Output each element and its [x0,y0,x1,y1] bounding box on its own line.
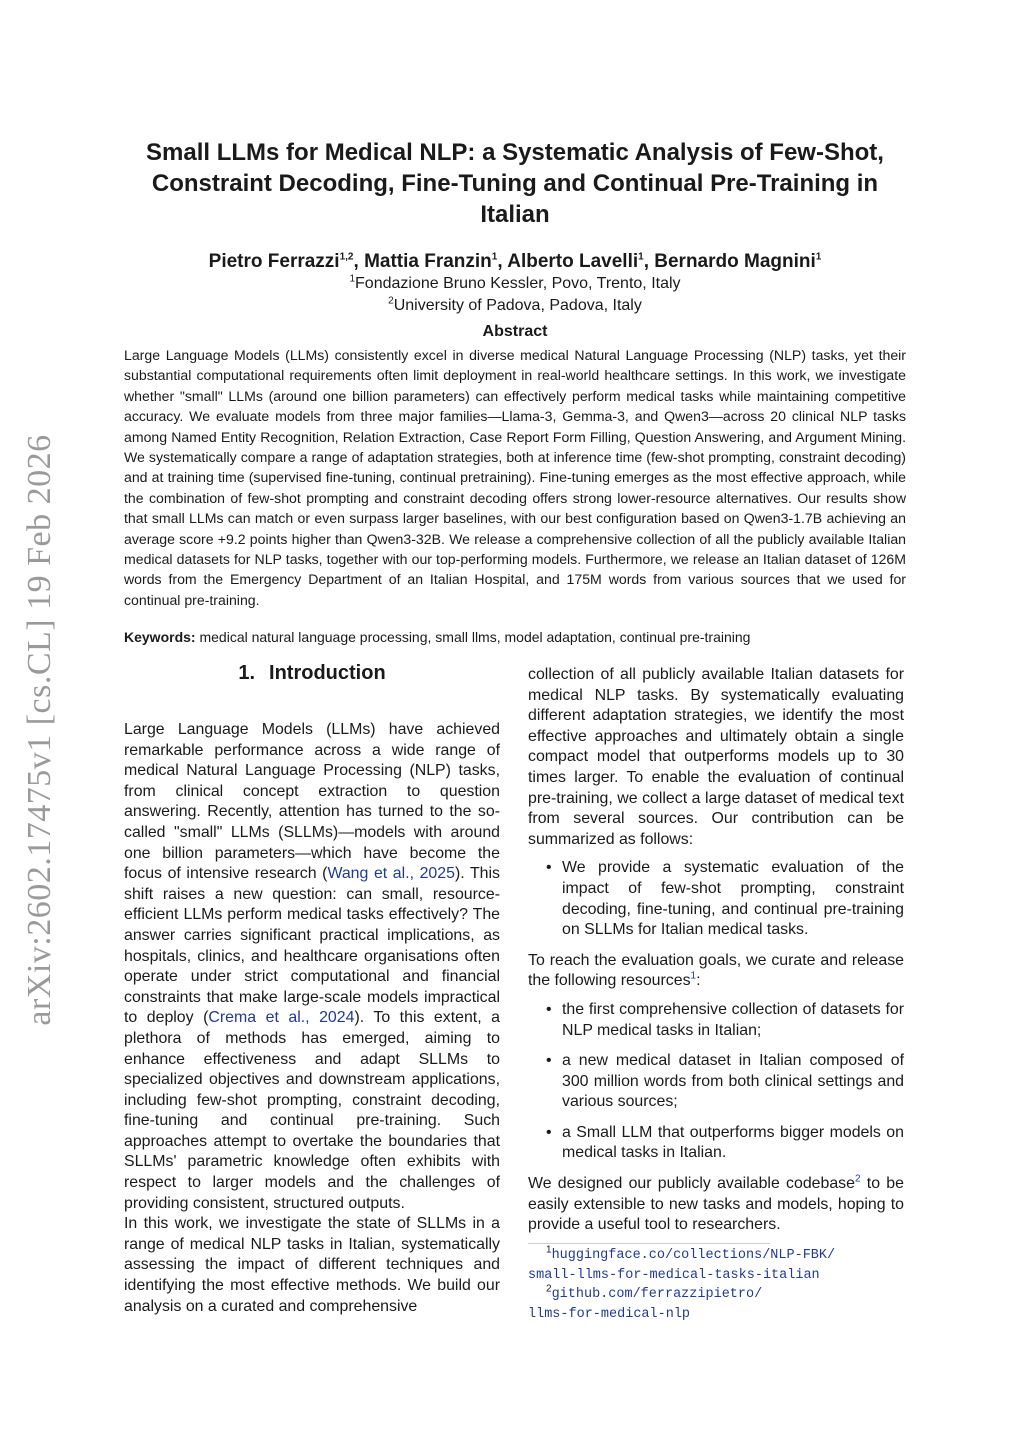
footnote-link-continued[interactable]: small-llms-for-medical-tasks-italian [528,1267,820,1283]
keywords-label: Keywords: [124,629,196,645]
contribution-list [528,858,904,940]
left-column [124,720,500,1317]
author: Pietro Ferrazzi$^{1,2}$, [208,251,365,272]
citation-link[interactable]: Wang et al., 2025 [327,865,455,883]
footnote-link-continued[interactable]: llms-for-medical-nlp [528,1306,691,1322]
section-title: Introduction [269,662,386,684]
affiliation: $^1$Fondazione Bruno Kessler, Povo, Trento, Italy [349,273,681,292]
author: Mattia Franzin$^1$, [364,251,508,272]
paper-title: Small LLMs for Medical NLP: a Systematic Analysis of Few-Shot, Constraint Decoding, Fine-Tuning and Continual Pre-Training in Italian [146,139,884,228]
abstract-heading: Abstract [482,323,548,340]
resources-list [528,1000,904,1164]
author-list [124,250,906,274]
intro-paragraph: In this work, we investigate the state of SLLMs in a range of medical NLP tasks in Italian, systematically assessing the impact of different techniques and identifying the most effective methods. We build our analysis on a curated and comprehensive [124,1215,500,1315]
keywords [124,628,906,646]
list-item: • the first comprehensive collection of datasets for NLP medical tasks in Italian; [562,1000,904,1041]
footnote-ref[interactable]: 1 [690,971,697,983]
arxiv-sidebar [10,400,70,1060]
footnotes [528,1246,908,1324]
section-heading [124,662,500,685]
list-item: • We provide a systematic evaluation of the impact of few-shot prompting, constraint decoding, fine-tuning, and continual pre-training on SLLMs for Italian medical tasks. [562,858,904,940]
list-item: • a new medical dataset in Italian composed of 300 million words from both clinical settings and various sources; [562,1051,904,1113]
keywords-text: medical natural language processing, small llms, model adaptation, continual pre-training [199,629,751,645]
footnote-link[interactable]: github.com/ferrazzipietro/ [551,1287,763,1302]
citation-link[interactable]: Crema et al., 2024 [208,1009,355,1027]
section-number: 1. [238,662,256,684]
intro-paragraph: Large Language Models (LLMs) have achieved remarkable performance across a wide range of medical Natural Language Processing (NLP) tasks, from clinical concept extraction to question answering. Recently, attention has turned to the so-called "small" LLMs (SLLMs)—models with around one billion parameters—which have become the focus of intensive research (Wang et al., 2025). This shift raises a new question: can small, resource-efficient LLMs perform medical tasks effectively? The answer carries significant practical implications, as hospitals, clinics, and healthcare organisations often operate under strict computational and financial constraints that make large-scale models impractical to deploy (Crema et al., 2024). To this extent, a plethora of methods has emerged, aiming to enhance effectiveness and adapt SLLMs to specialized objectives and downstream applications, including few-shot prompting, constraint decoding, fine-tuning and continual pre-training. Such approaches attempt to overtake the boundaries that SLLMs' parametric knowledge often exhibits with respect to larger models and the challenges of providing consistent, structured outputs. [124,721,500,1212]
intro-paragraph: We designed our publicly available codebase$^2$ to be easily extensible to new tasks and models, hoping to provide a useful tool to researchers. [528,1173,904,1234]
intro-paragraph: To reach the evaluation goals, we curate and release the following resources$^1$: [528,951,904,990]
list-item: • a Small LLM that outperforms bigger models on medical tasks in Italian. [562,1123,904,1164]
right-column [528,665,904,1236]
footnote: $^2$github.com/ferrazzipietro/ [546,1283,763,1302]
author: Alberto Lavelli$^1$, [507,251,655,272]
arxiv-identifier: arXiv:2602.17475v1 [cs.CL] 19 Feb 2026 [21,434,58,1026]
footnote-ref[interactable]: 2 [854,1173,861,1185]
affiliation: $^2$University of Padova, Padova, Italy [388,295,642,314]
author: Bernardo Magnini$^1$ [654,251,822,272]
abstract-text: Large Language Models (LLMs) consistently excel in diverse medical Natural Language Processing (NLP) tasks, yet their substantial computational requirements often limit deployment in real-world healthcare settings. In this work, we investigate whether "small" LLMs (around one billion parameters) can effectively perform medical tasks while maintaining competitive accuracy. We evaluate models from three major families—Llama-3, Gemma-3, and Qwen3—across 20 clinical NLP tasks among Named Entity Recognition, Relation Extraction, Case Report Form Filling, Question Answering, and Argument Mining. We systematically compare a range of adaptation strategies, both at inference time (few-shot prompting, constraint decoding) and at training time (supervised fine-tuning, continual pretraining). Fine-tuning emerges as the most effective approach, while the combination of few-shot prompting and constraint decoding offers strong lower-resource alternatives. Our results show that small LLMs can match or even surpass larger baselines, with our best configuration based on Qwen3-1.7B achieving an average score +9.2 points higher than Qwen3-32B. We release a comprehensive collection of all the publicly available Italian medical datasets for NLP tasks, together with our top-performing models. Furthermore, we release an Italian dataset of 126M words from the Emergency Department of an Italian Hospital, and 175M words from various sources that we used for continual pre-training. [124,347,906,608]
footnote: $^1$huggingface.co/collections/NLP-FBK/ [546,1244,836,1263]
footnote-divider [528,1243,770,1244]
intro-paragraph: collection of all publicly available Italian datasets for medical NLP tasks. By systematically evaluating different adaptation strategies, we identify the most effective approaches and ultimately obtain a single compact model that outperforms models up to 30 times larger. To enable the evaluation of continual pre-training, we collect a large dataset of medical text from several sources. Our contribution can be summarized as follows: [528,666,904,848]
footnote-link[interactable]: huggingface.co/collections/NLP-FBK/ [551,1248,836,1263]
